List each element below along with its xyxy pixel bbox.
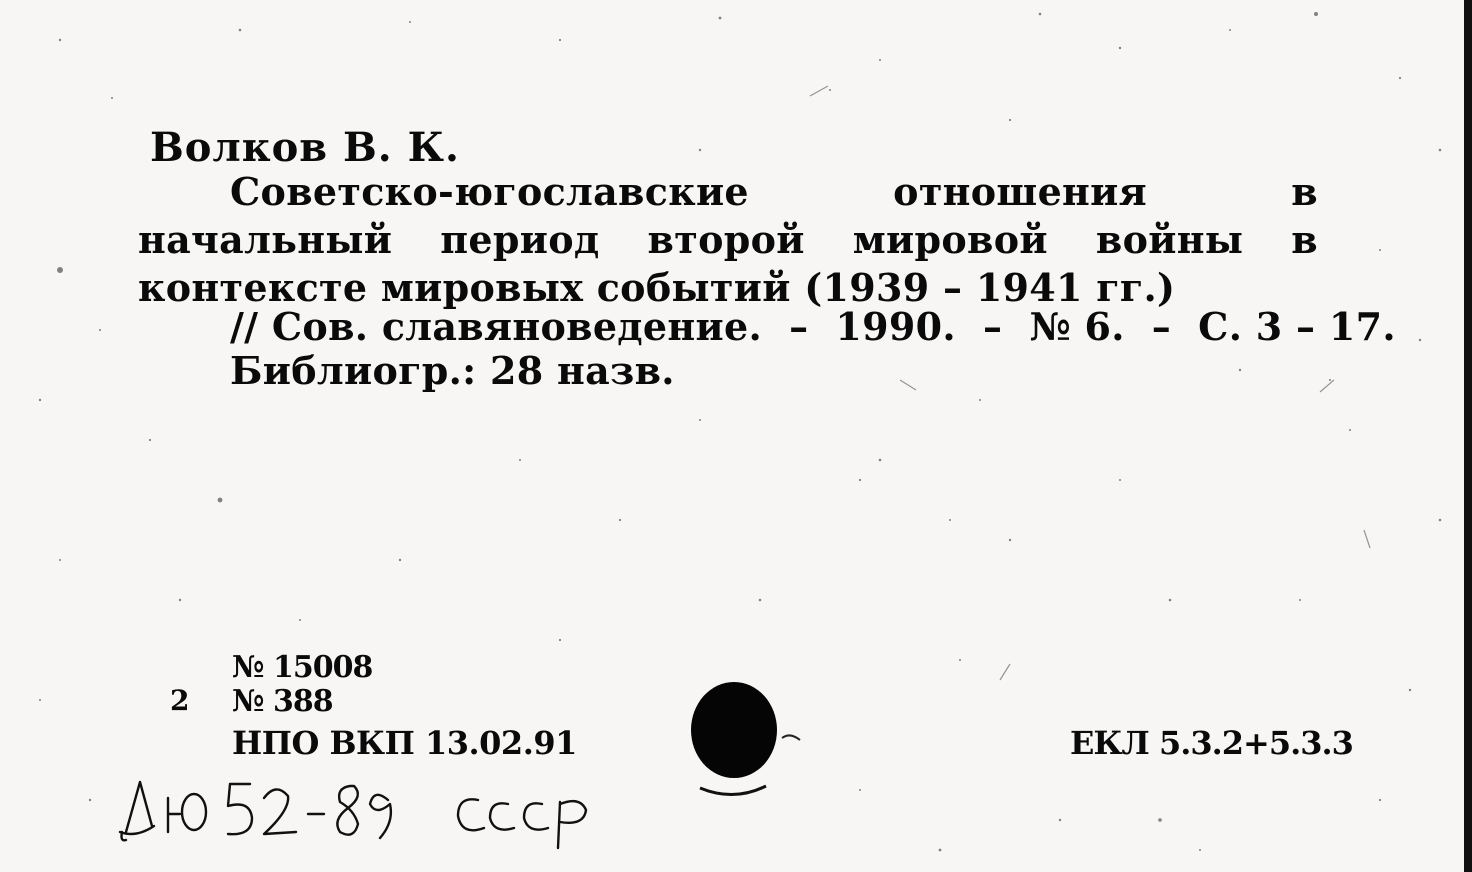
publisher-line: НПО ВКП 13.02.91 <box>232 724 577 762</box>
registration-number: № 15008 <box>232 650 373 685</box>
classification-code: ЕКЛ 5.3.2+5.3.3 <box>1070 724 1353 762</box>
card-edge <box>1464 0 1472 872</box>
handwritten-note <box>118 770 638 850</box>
copies-count: 2 <box>170 684 190 717</box>
card-number: № 388 <box>232 684 333 719</box>
punch-hole-icon <box>690 680 810 800</box>
source-citation: // Сов. славяноведение. – 1990. – № 6. – С. 3 – 17. <box>230 304 1396 349</box>
bibliography-note: Библиогр.: 28 назв. <box>230 348 675 393</box>
author-name: Волков В. К. <box>150 124 460 171</box>
article-title: Советско-югославские отношения в начальный период второй мировой войны в контексте мировых событий (1939 – 1941 гг.) <box>138 169 1318 310</box>
